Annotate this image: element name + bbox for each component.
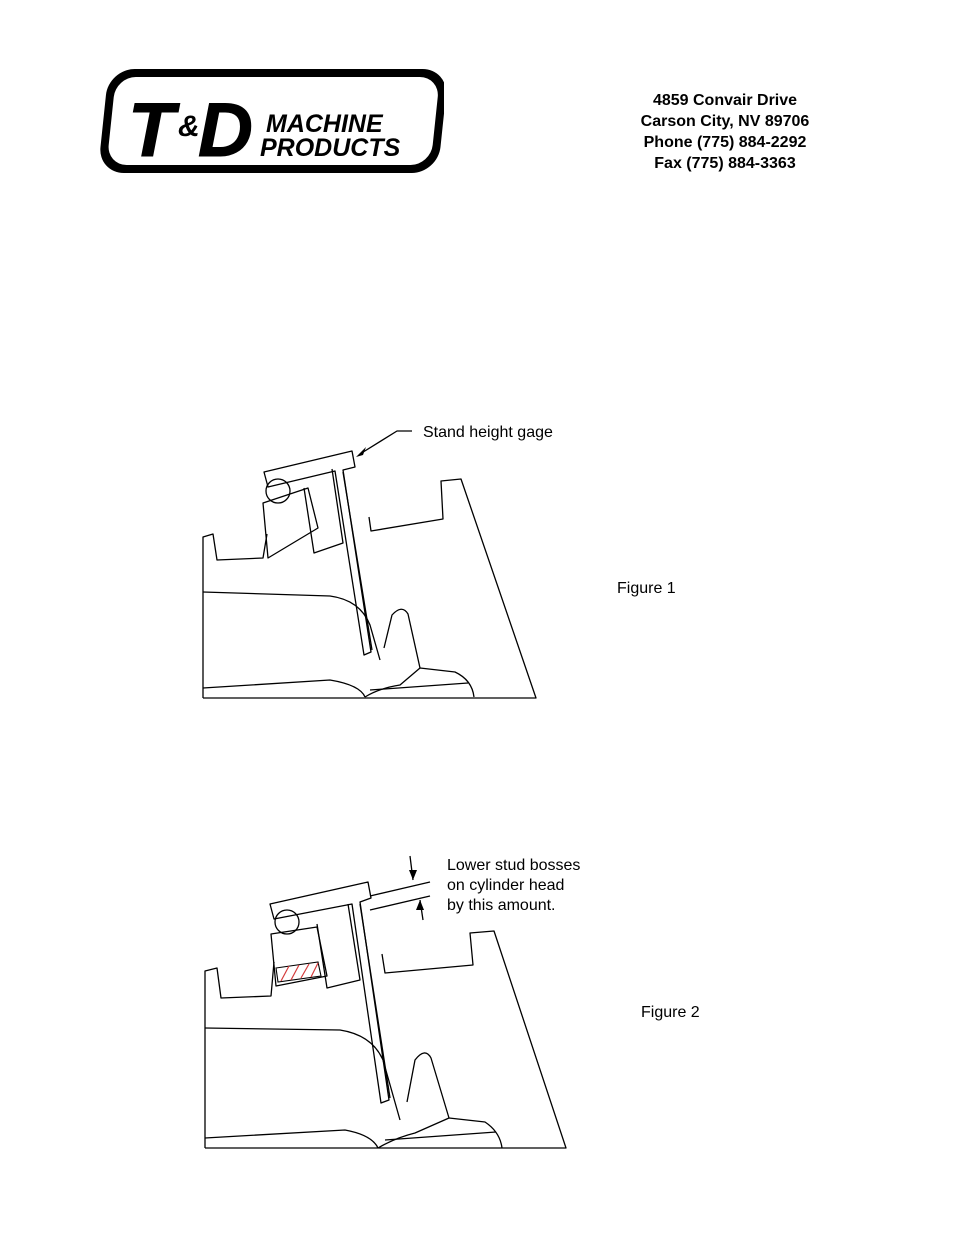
- figure-1-caption: Figure 1: [617, 580, 676, 597]
- svg-text:&: &: [178, 110, 200, 143]
- figure-1-callout: Stand height gage: [423, 424, 553, 441]
- figure-2-callout-line-2: on cylinder head: [447, 877, 565, 894]
- svg-text:T: T: [128, 88, 175, 173]
- svg-text:MACHINE: MACHINE: [266, 110, 383, 138]
- figure-2-callout-line-3: by this amount.: [447, 897, 556, 914]
- figure-2-caption: Figure 2: [641, 1004, 700, 1021]
- address-street: 4859 Convair Drive: [652, 92, 798, 109]
- address-phone: Phone (775) 884-2292: [643, 134, 807, 151]
- svg-text:PRODUCTS: PRODUCTS: [260, 134, 401, 162]
- address-city: Carson City, NV 89706: [640, 113, 810, 130]
- figure-2-callout-line-1: Lower stud bosses: [447, 857, 581, 874]
- address-fax: Fax (775) 884-3363: [654, 155, 796, 172]
- svg-text:D: D: [198, 88, 253, 173]
- figure-2-callout: [447, 856, 580, 916]
